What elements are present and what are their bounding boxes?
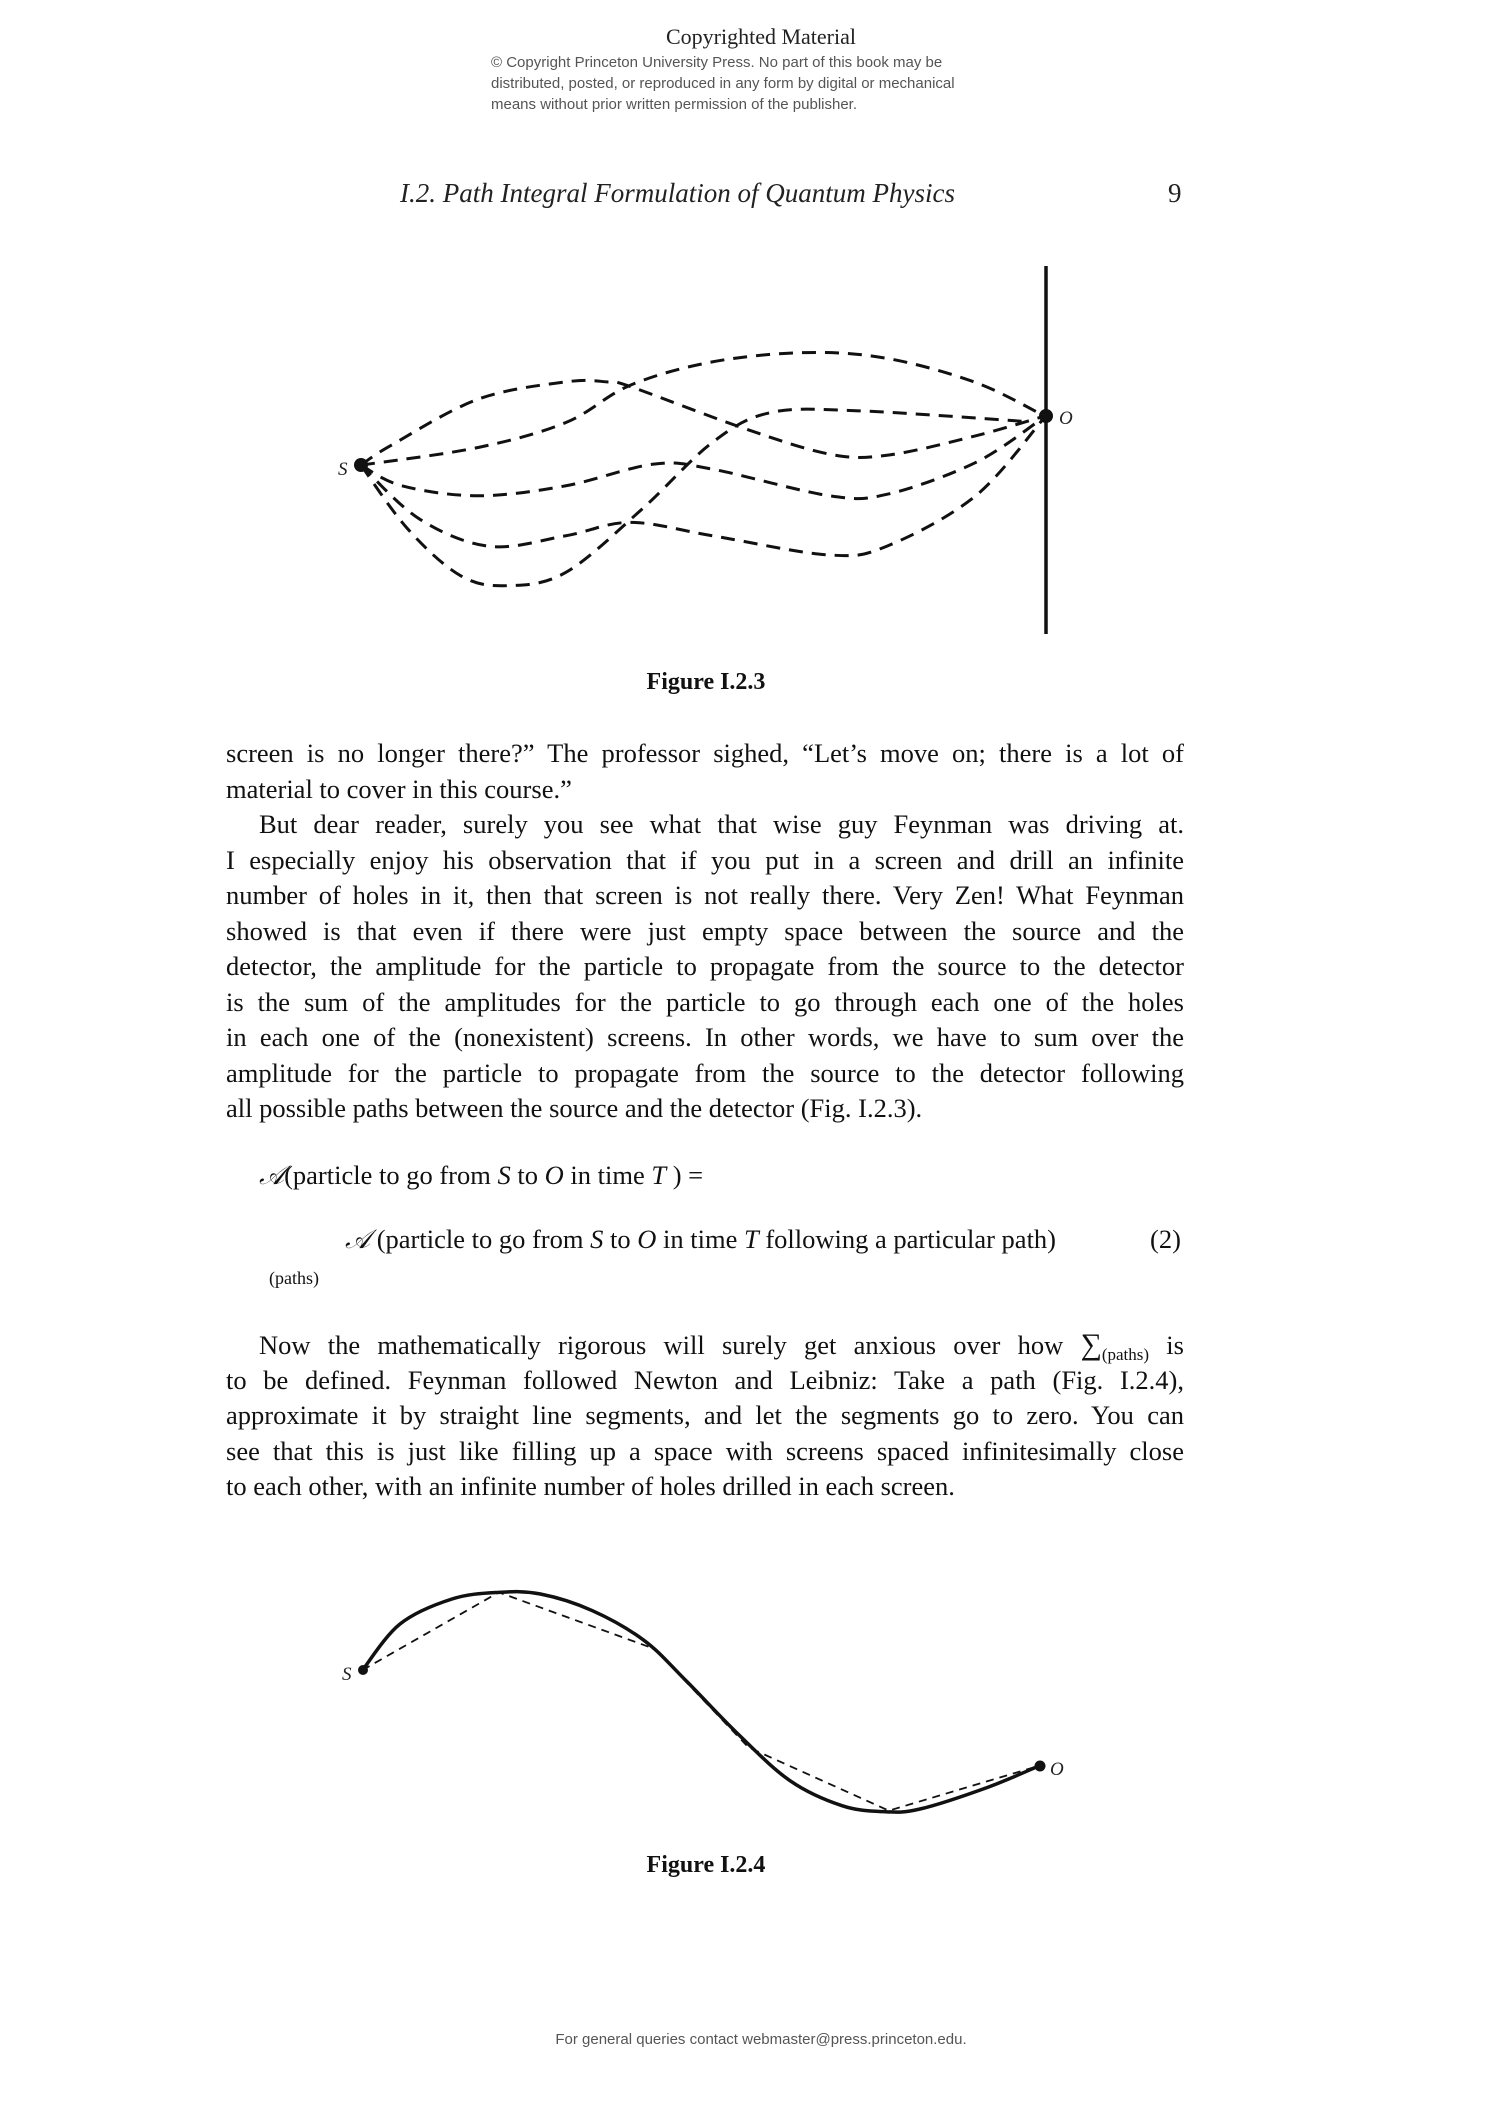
text-line: showed is that even if there were just empty space between the source and the	[226, 915, 1184, 946]
eq-text: (particle to go from	[370, 1224, 591, 1254]
sum-index: (paths)	[269, 1268, 319, 1288]
eq-var: T	[651, 1160, 667, 1190]
label-s: S	[342, 1664, 352, 1685]
text-line: in each one of the (nonexistent) screens. In other words, we have to sum over the	[226, 1022, 1184, 1052]
text-line: detector, the amplitude for the particle to propagate from the source to the detector	[226, 951, 1184, 981]
text-line	[259, 1327, 1184, 1363]
running-head: I.2. Path Integral Formulation of Quantum Physics	[400, 178, 955, 208]
dashed-path	[361, 419, 1043, 556]
dashed-path	[361, 409, 1026, 586]
eq-var: O	[544, 1160, 564, 1190]
figure-i-2-3	[0, 0, 1500, 700]
equation-number: (2)	[1150, 1224, 1181, 1254]
text-line: all possible paths between the source and the detector (Fig. I.2.3).	[226, 1093, 923, 1123]
text-line: I especially enjoy his observation that if you put in a screen and drill an infinite	[226, 844, 1184, 875]
source-point	[358, 1665, 368, 1675]
copyright-notice-line: means without prior written permission of the publisher.	[491, 96, 858, 113]
amplitude-symbol: 𝒜	[259, 1160, 285, 1190]
eq-var: T	[743, 1224, 759, 1254]
text-line: approximate it by straight line segments, and let the segments go to zero. You can	[226, 1400, 1184, 1430]
figure-caption: Figure I.2.4	[646, 1852, 766, 1878]
copyright-notice-line: © Copyright Princeton University Press. No part of this book may be	[491, 54, 943, 71]
eq-text: in time	[563, 1160, 652, 1190]
text-line: see that this is just like filling up a space with screens spaced infinitesimally close	[226, 1435, 1184, 1466]
label-o: O	[1050, 1759, 1064, 1780]
eq-text: (particle to go from	[284, 1160, 498, 1190]
text-line: material to cover in this course.”	[226, 773, 572, 804]
eq-var: S	[590, 1224, 604, 1254]
text-line: to each other, with an infinite number of holes drilled in each screen.	[226, 1471, 955, 1501]
footer-contact: For general queries contact webmaster@press.princeton.edu.	[555, 2031, 967, 2048]
text-line: is the sum of the amplitudes for the particle to go through each one of the holes	[226, 986, 1184, 1017]
text-span: is	[1149, 1330, 1184, 1360]
eq-var: S	[497, 1160, 511, 1190]
eq-text: in time	[656, 1224, 744, 1254]
detector-point	[1039, 409, 1053, 423]
equation-line-1	[259, 1160, 703, 1192]
copyright-notice-line: distributed, posted, or reproduced in any form by digital or mechanical	[491, 75, 955, 92]
sum-subscript: (paths)	[1101, 1345, 1150, 1364]
smooth-path	[363, 1592, 1040, 1812]
label-o: O	[1059, 408, 1073, 429]
text-line: But dear reader, surely you see what that wise guy Feynman was driving at.	[259, 809, 1184, 839]
page-number: 9	[1168, 178, 1182, 208]
copyright-title: Copyrighted Material	[665, 24, 856, 49]
detector-point	[1035, 1761, 1046, 1772]
text-line: number of holes in it, then that screen is not really there. Very Zen! What Feynman	[226, 880, 1184, 910]
amplitude-symbol: 𝒜	[345, 1224, 371, 1254]
source-point	[354, 458, 368, 472]
figure-caption: Figure I.2.3	[646, 669, 766, 695]
equation-line-2	[345, 1224, 1056, 1256]
text-span: Now the mathematically rigorous will surely get anxious over how	[259, 1330, 1081, 1360]
sum-symbol: ∑	[1080, 1328, 1102, 1361]
eq-text: to	[510, 1160, 545, 1190]
label-s: S	[338, 459, 348, 480]
dashed-path	[361, 419, 1041, 498]
text-line: amplitude for the particle to propagate from the source to the detector following	[226, 1057, 1184, 1088]
eq-text: ) =	[666, 1160, 704, 1190]
segmented-path	[363, 1592, 1040, 1810]
eq-var: O	[637, 1224, 657, 1254]
eq-text: following a particular path)	[758, 1224, 1057, 1254]
text-line: screen is no longer there?” The professor sighed, “Let’s move on; there is a lot of	[226, 738, 1184, 768]
text-line: to be defined. Feynman followed Newton and Leibniz: Take a path (Fig. I.2.4),	[226, 1364, 1184, 1395]
eq-text: to	[603, 1224, 638, 1254]
dashed-path	[361, 352, 1043, 465]
